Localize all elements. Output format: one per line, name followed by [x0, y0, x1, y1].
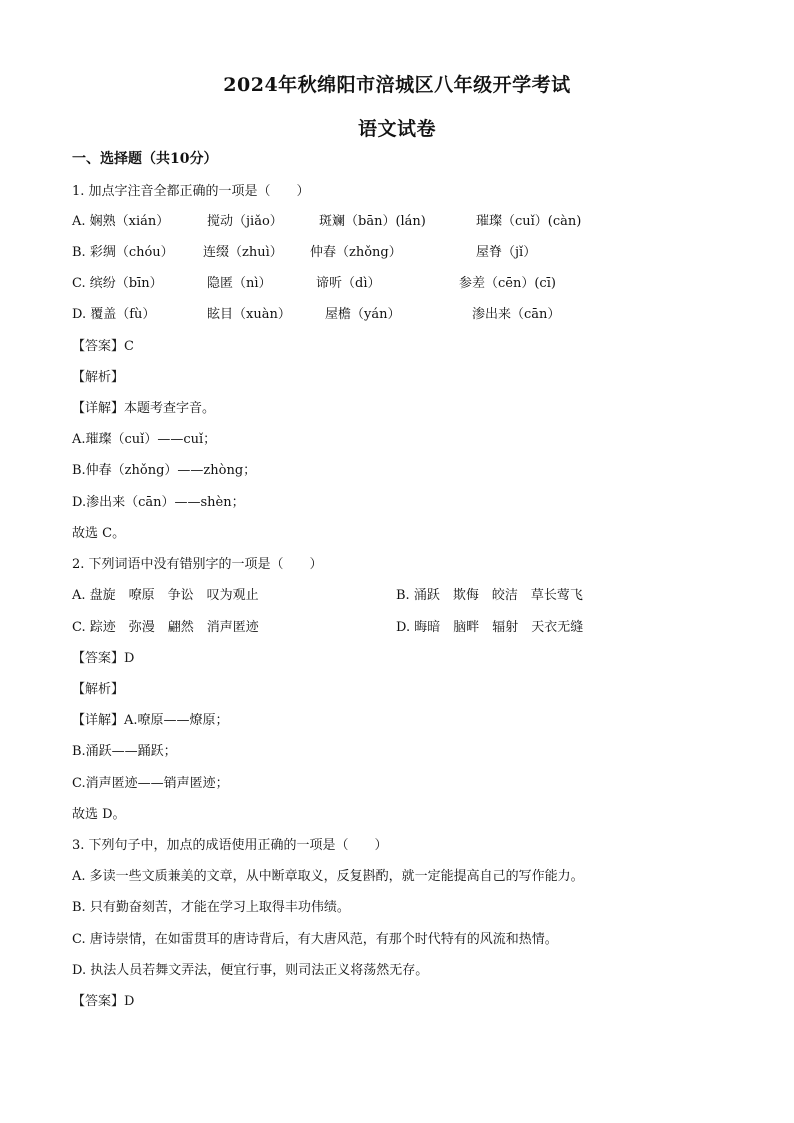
q1-option-c-2: 隐匿（nì） — [207, 276, 272, 291]
q1-option-a-3: 斑斓（bān）(lán) — [319, 214, 426, 229]
q1-option-d-3: 屋檐（yán） — [325, 307, 401, 322]
q1-option-b-4: 屋脊（jǐ） — [476, 245, 537, 260]
question-3-stem: 3. 下列句子中，加点的成语使用正确的一项是（ ） — [72, 838, 388, 853]
q2-detail-3: C.消声匿迹——销声匿迹； — [72, 776, 229, 791]
q2-detail-1: 【详解】A.嘹原——燎原； — [72, 713, 229, 728]
exam-title: 2024年秋绵阳市涪城区八年级开学考试 — [223, 74, 571, 96]
q1-analysis-label: 【解析】 — [72, 370, 125, 385]
q1-option-d-2: 眩目（xuàn） — [207, 307, 291, 322]
q1-option-c-4: 参差（cēn）(cī) — [459, 276, 556, 291]
exam-subtitle: 语文试卷 — [357, 118, 436, 140]
q1-detail-5: 故选 C。 — [72, 526, 126, 541]
q3-answer: 【答案】D — [72, 994, 135, 1009]
q1-detail-4: D.渗出来（cān）——shèn； — [72, 495, 245, 510]
q1-option-c-1: C. 缤纷（bīn） — [72, 276, 163, 291]
q3-option-c: C. 唐诗崇情，在如雷贯耳的唐诗背后，有大唐风范，有那个时代特有的风流和热情。 — [72, 932, 558, 947]
q3-option-a: A. 多读一些文质兼美的文章，从中断章取义，反复斟酌，就一定能提高自己的写作能力。 — [72, 869, 584, 884]
question-1-stem: 1. 加点字注音全都正确的一项是（ ） — [72, 184, 310, 199]
q2-option-c: C. 踪迹 弥漫 翩然 消声匿迹 — [72, 620, 259, 635]
q2-detail-2: B.涌跃——踊跃； — [72, 744, 177, 759]
q2-option-a: A. 盘旋 嘹原 争讼 叹为观止 — [72, 588, 259, 603]
q2-answer: 【答案】D — [72, 651, 135, 666]
q1-option-d-4: 渗出来（cān） — [472, 307, 561, 322]
q1-option-a-1: A. 娴熟（xián） — [72, 214, 170, 229]
q1-option-d-1: D. 覆盖（fù） — [72, 307, 156, 322]
q1-option-b-3: 仲春（zhǒng） — [310, 245, 402, 260]
q2-option-d: D. 晦暗 脑畔 辐射 天衣无缝 — [396, 620, 584, 635]
q1-detail-1: 【详解】本题考查字音。 — [72, 401, 216, 416]
q1-option-a-4: 璀璨（cuǐ）(càn) — [476, 214, 582, 229]
q2-analysis-label: 【解析】 — [72, 682, 125, 697]
q1-option-b-2: 连缀（zhuì） — [203, 245, 283, 260]
q3-option-d: D. 执法人员若舞文弄法，便宜行事，则司法正义将荡然无存。 — [72, 963, 429, 978]
q1-answer: 【答案】C — [72, 339, 134, 354]
q1-detail-2: A.璀璨（cuǐ）——cuǐ； — [72, 432, 217, 447]
question-2-stem: 2. 下列词语中没有错别字的一项是（ ） — [72, 557, 323, 572]
q2-detail-4: 故选 D。 — [72, 807, 126, 822]
section-heading: 一、选择题（共10分） — [72, 151, 218, 167]
q1-option-a-2: 搅动（jiǎo） — [207, 214, 283, 229]
q3-option-b: B. 只有勤奋刻苦，才能在学习上取得丰功伟绩。 — [72, 900, 350, 915]
q2-option-b: B. 涌跃 欺侮 皎洁 草长莺飞 — [396, 588, 583, 603]
q1-detail-3: B.仲春（zhǒng）——zhòng； — [72, 463, 257, 478]
q1-option-c-3: 谛听（dì） — [316, 276, 381, 291]
q1-option-b-1: B. 彩绸（chóu） — [72, 245, 174, 260]
